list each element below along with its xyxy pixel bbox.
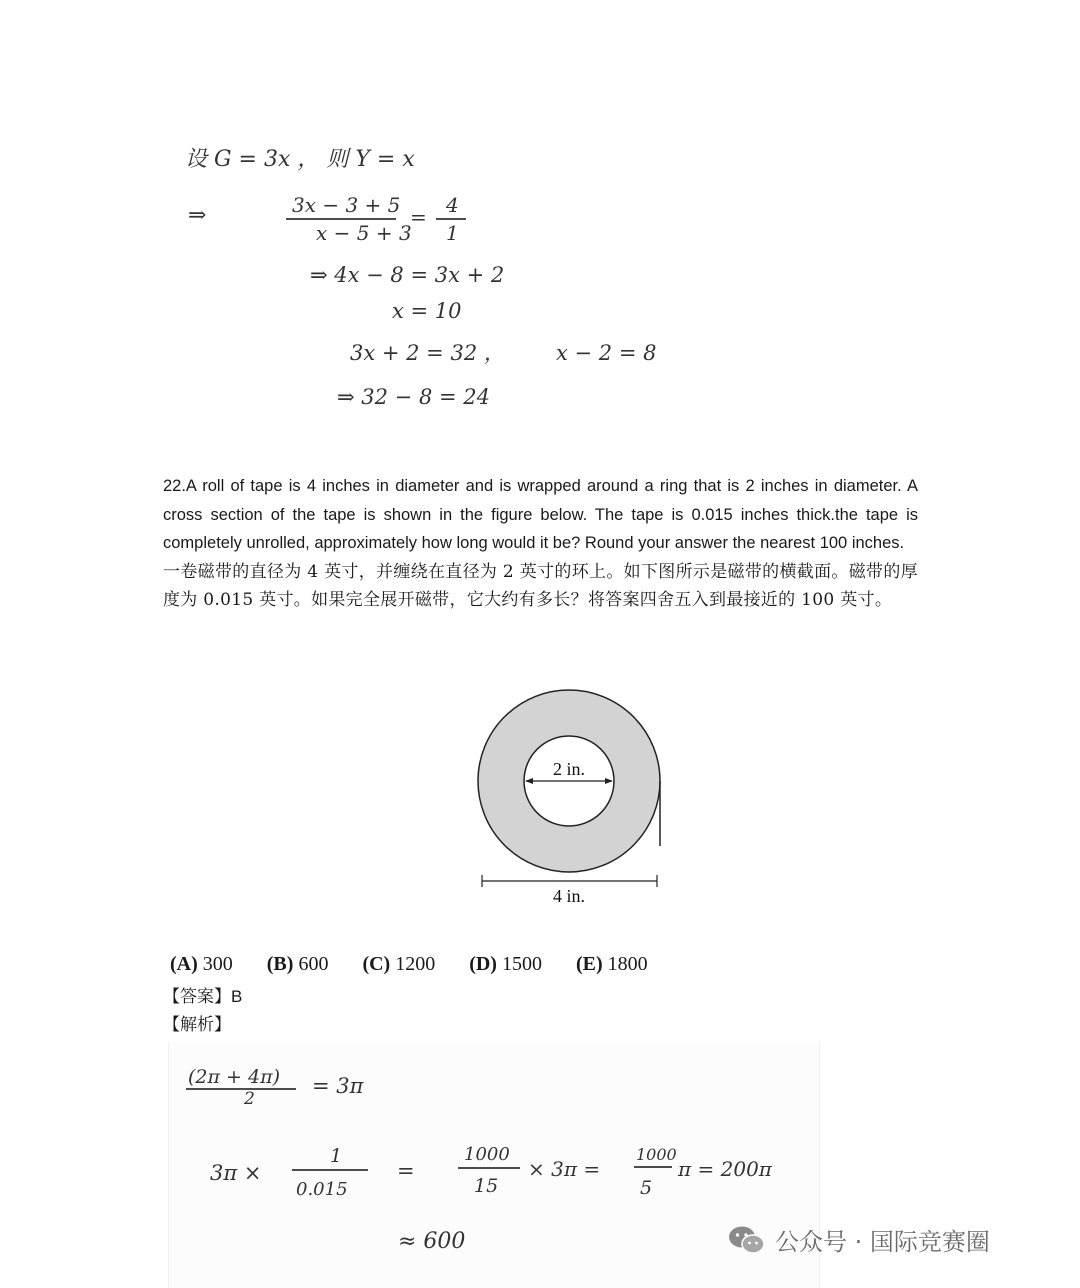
sol-1-denominator: 2: [244, 1089, 255, 1109]
wechat-icon: [727, 1224, 767, 1256]
choice-value: 1500: [501, 953, 542, 975]
hw-line-4: x = 10: [392, 299, 462, 323]
outer-diameter-label: 4 in.: [552, 886, 586, 906]
choice-value: 1800: [607, 953, 648, 975]
question-chinese: 一卷磁带的直径为 4 英寸，并缠绕在直径为 2 英寸的环上。如下图所示是磁带的横截面。磁带的厚度为 0.015 英寸。如果完全展开磁带，它大约有多长？将答案四舍五入到最接近的 100 英寸。: [163, 561, 918, 610]
hw-fraction-denominator: x − 5 + 3: [316, 221, 412, 245]
choice-value: 300: [202, 953, 233, 975]
sol-2-den3: 5: [640, 1177, 653, 1199]
choice-letter: (A): [170, 953, 198, 975]
inner-diameter-label: 2 in.: [552, 759, 586, 779]
sol-2-lhs: 3π ×: [210, 1161, 262, 1185]
choice-letter: (C): [362, 953, 391, 975]
sol-1-rhs: = 3π: [312, 1074, 364, 1098]
hw-line-3: ⇒ 4x − 8 = 3x + 2: [310, 263, 505, 287]
sol-2-den2: 15: [474, 1175, 499, 1197]
sol-2-num1: 1: [330, 1145, 343, 1167]
answer-value: B: [231, 987, 243, 1006]
choice-letter: (D): [469, 953, 497, 975]
sol-3: ≈ 600: [398, 1229, 466, 1254]
choice-value: 600: [298, 953, 329, 975]
hw-line-5a: 3x + 2 = 32 ，: [350, 341, 505, 365]
watermark-text: 公众号 · 国际竞赛圈: [775, 1228, 990, 1256]
hw-line-6: ⇒ 32 − 8 = 24: [337, 385, 490, 409]
hw-rhs-numerator: 4: [446, 193, 459, 217]
choice-value: 1200: [395, 953, 436, 975]
sol-2-end: π = 200π: [678, 1157, 772, 1181]
sol-2-den1: 0.015: [296, 1179, 348, 1200]
hw-fraction-numerator: 3x − 3 + 5: [292, 193, 401, 217]
sol-2-num2: 1000: [464, 1144, 510, 1165]
hw-line-1: 设 G = 3x ， 则 Y = x: [185, 147, 415, 172]
sol-1-numerator: (2π + 4π): [188, 1066, 280, 1088]
choice-letter: (B): [266, 953, 294, 975]
sol-2-num3: 1000: [636, 1145, 677, 1164]
choice-letter: (E): [575, 953, 603, 975]
hw-line-5b: x − 2 = 8: [556, 341, 657, 365]
analysis-label: 【解析】: [163, 1015, 231, 1035]
hw-equals: =: [410, 205, 427, 229]
sol-2-mid: × 3π =: [528, 1157, 601, 1181]
answer-label: 【答案】: [163, 987, 231, 1007]
question-english: 22.A roll of tape is 4 inches in diameter and is wrapped around a ring that is 2 inches in diameter. A cross section of the tape is shown in the figure below. The tape is 0.015 inches thick.the tape is completely unrolled, approximately how long would it be? Round your answer the nearest 100 inches.: [163, 477, 918, 552]
hw-rhs-denominator: 1: [446, 221, 459, 245]
watermark: [727, 1222, 990, 1257]
hw-arrow: ⇒: [188, 203, 207, 228]
sol-2-eq1: =: [397, 1159, 415, 1183]
